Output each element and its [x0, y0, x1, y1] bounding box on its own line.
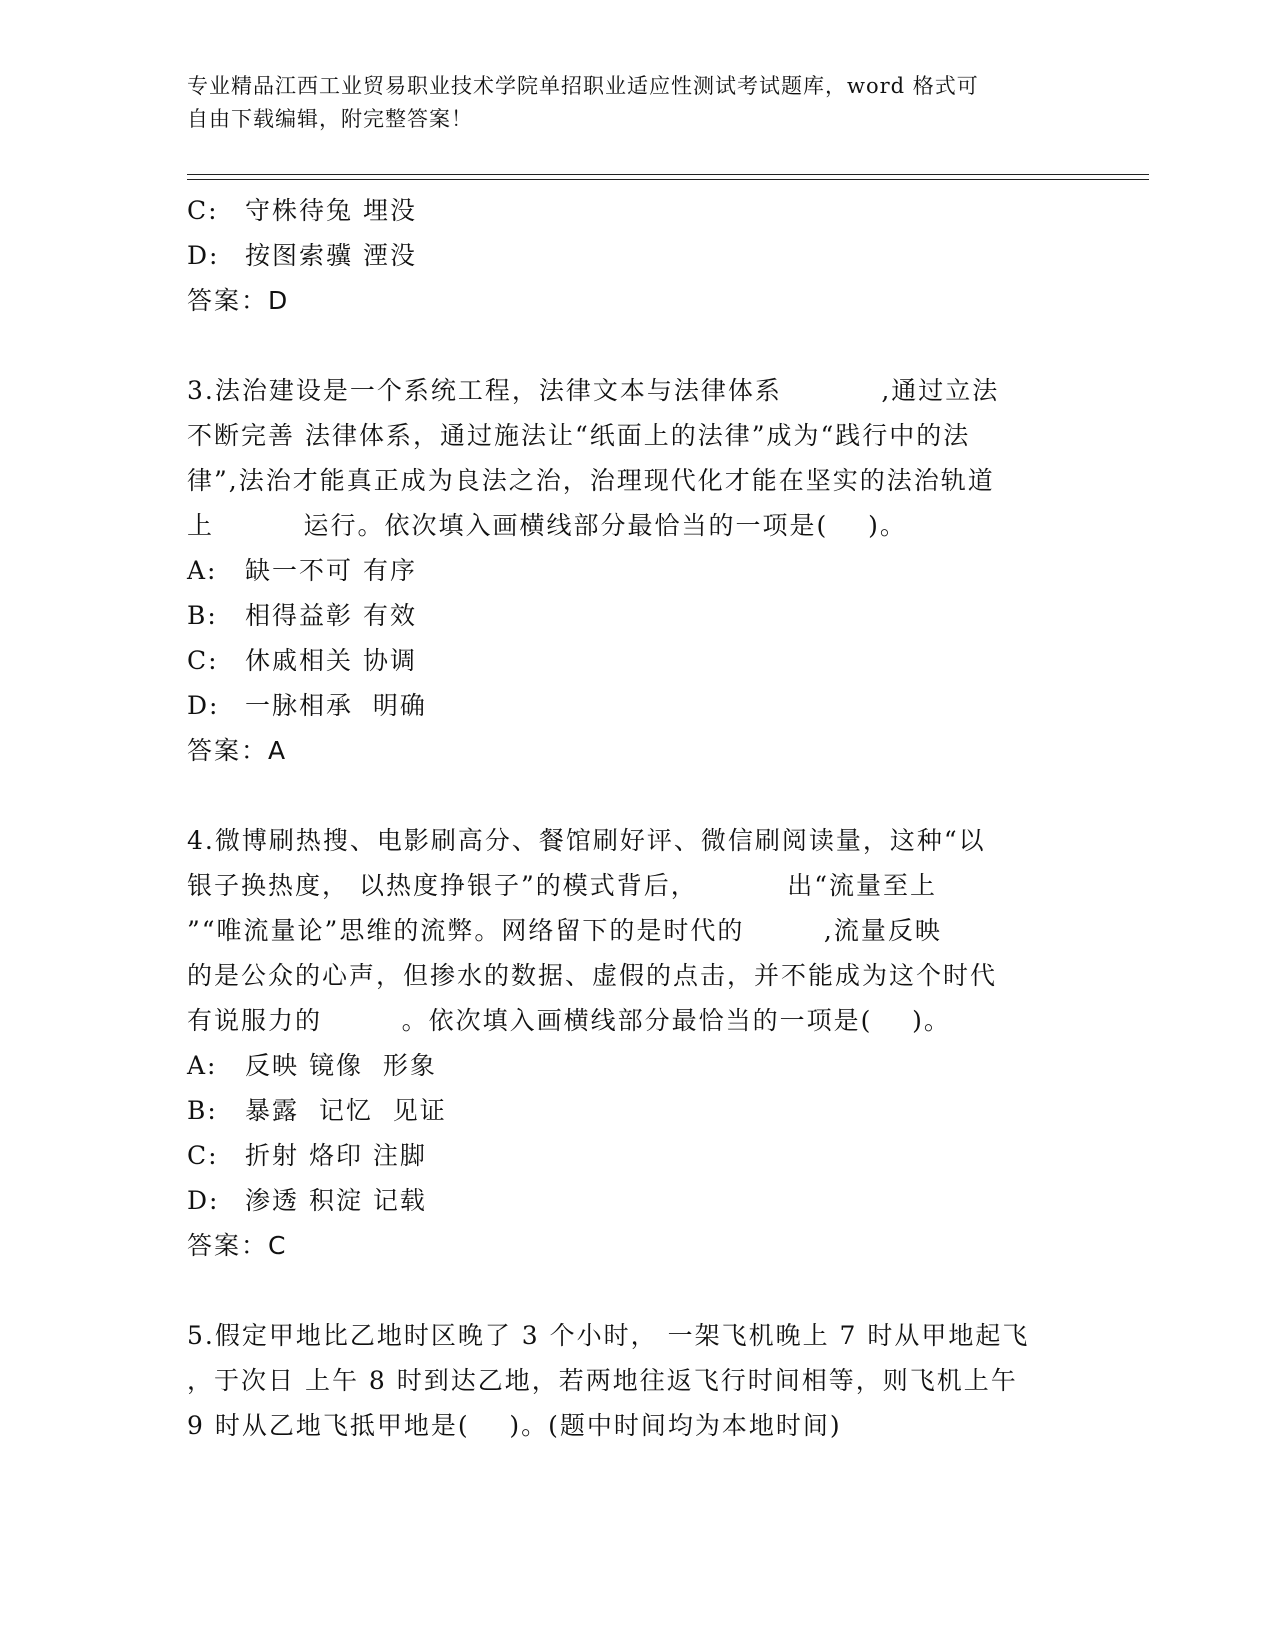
q5-stem-line: 9 时从乙地飞抵甲地是( )。(题中时间均为本地时间): [187, 1411, 842, 1440]
header-line-2: 自由下载编辑，附完整答案！: [187, 107, 473, 131]
option-text: 一脉相承 明确: [245, 691, 427, 720]
option-text: 相得益彰 有效: [245, 601, 417, 630]
option-label: C:: [187, 196, 219, 225]
q4-stem-line: 4.微博刷热搜、电影刷高分、餐馆刷好评、微信刷阅读量，这种“以: [187, 826, 986, 855]
option-text: 折射 烙印 注脚: [245, 1141, 427, 1170]
option-text: 休戚相关 协调: [245, 646, 417, 675]
header-line-1: 专业精品江西工业贸易职业技术学院单招职业适应性测试考试题库，word 格式可: [187, 74, 979, 98]
q2-option-d: [187, 233, 1087, 278]
q5-stem-line: ，于次日 上午 8 时到达乙地，若两地往返飞行时间相等，则飞机上午: [187, 1366, 1018, 1395]
header-rule-bottom: [187, 179, 1149, 180]
option-text: 反映 镜像 形象: [245, 1051, 437, 1080]
option-label: C:: [187, 646, 219, 675]
option-text: 缺一不可 有序: [245, 556, 417, 585]
q4-option-c: [187, 1133, 1087, 1178]
q3-stem-line: 律”,法治才能真正成为良法之治，治理现代化才能在坚实的法治轨道: [187, 466, 995, 495]
option-label: C:: [187, 1141, 219, 1170]
option-text: 渗透 积淀 记载: [245, 1186, 427, 1215]
q4-option-d: [187, 1178, 1087, 1223]
q5-stem-line: 5.假定甲地比乙地时区晚了 3 个小时， 一架飞机晚上 7 时从甲地起飞: [187, 1321, 1030, 1350]
q3-option-d: [187, 683, 1087, 728]
header-rule-top: [187, 174, 1149, 175]
option-label: D:: [187, 691, 220, 720]
q4-answer: 答案：C: [187, 1231, 288, 1260]
option-label: A:: [187, 1051, 218, 1080]
q2-answer: 答案：D: [187, 286, 290, 315]
q4-option-b: [187, 1088, 1087, 1133]
document-body: [187, 188, 1087, 1448]
option-label: D:: [187, 241, 220, 270]
q3-stem-line: 上 运行。依次填入画横线部分最恰当的一项是( )。: [187, 511, 907, 540]
q3-stem-line: 不断完善 法律体系，通过施法让“纸面上的法律”成为“践行中的法: [187, 421, 971, 450]
option-label: B:: [187, 1096, 218, 1125]
q4-stem-line: 银子换热度， 以热度挣银子”的模式背后， 出“流量至上: [187, 871, 938, 900]
q4-stem-line: ”“唯流量论”思维的流弊。网络留下的是时代的 ,流量反映: [187, 916, 942, 945]
q4-stem-line: 有说服力的 。依次填入画横线部分最恰当的一项是( )。: [187, 1006, 951, 1035]
q3-option-c: [187, 638, 1087, 683]
q2-option-c: [187, 188, 1087, 233]
document-header: [187, 70, 1067, 136]
q3-answer: 答案：A: [187, 736, 288, 765]
option-label: D:: [187, 1186, 220, 1215]
q4-stem-line: 的是公众的心声，但掺水的数据、虚假的点击，并不能成为这个时代: [187, 961, 998, 990]
option-label: A:: [187, 556, 218, 585]
q3-option-a: [187, 548, 1087, 593]
q3-stem-line: 3.法治建设是一个系统工程，法律文本与法律体系 ,通过立法: [187, 376, 1000, 405]
option-text: 暴露 记忆 见证: [245, 1096, 447, 1125]
q4-option-a: [187, 1043, 1087, 1088]
q3-option-b: [187, 593, 1087, 638]
option-text: 按图索骥 湮没: [245, 241, 417, 270]
option-text: 守株待兔 埋没: [245, 196, 417, 225]
option-label: B:: [187, 601, 218, 630]
